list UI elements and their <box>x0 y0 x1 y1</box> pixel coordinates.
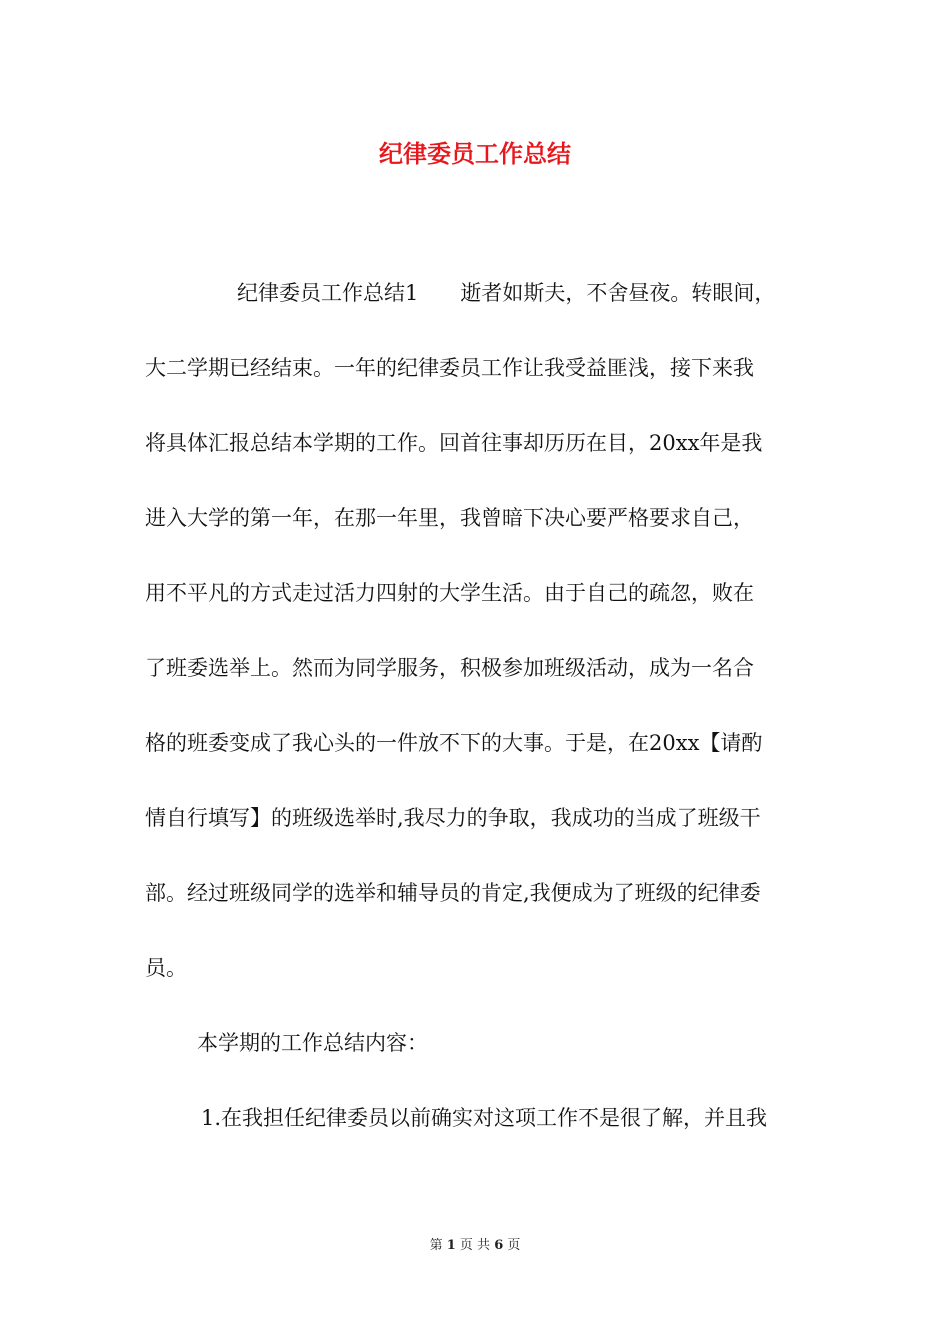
paragraph-line-1: 纪律委员工作总结1 逝者如斯夫，不舍昼夜。转眼间， <box>237 281 776 305</box>
page-footer <box>0 1236 950 1256</box>
footer-suffix: 页 <box>507 1238 521 1253</box>
paragraph-line-7: 格的班委变成了我心头的一件放不下的大事。于是，在20xx【请酌 <box>145 731 763 755</box>
paragraph-line-4: 进入大学的第一年，在那一年里，我曾暗下决心要严格要求自己， <box>145 506 754 530</box>
paragraph-line-6: 了班委选举上。然而为同学服务，积极参加班级活动，成为一名合 <box>145 656 754 680</box>
paragraph-line-5: 用不平凡的方式走过活力四射的大学生活。由于自己的疏忽，败在 <box>145 581 754 605</box>
section-heading: 本学期的工作总结内容： <box>197 1031 428 1055</box>
paragraph-line-8: 情自行填写】的班级选举时,我尽力的争取，我成功的当成了班级干 <box>145 806 761 830</box>
paragraph-line-9: 部。经过班级同学的选举和辅导员的肯定,我便成为了班级的纪律委 <box>145 881 761 905</box>
footer-total-pages: 6 <box>494 1238 504 1253</box>
paragraph-line-2: 大二学期已经结束。一年的纪律委员工作让我受益匪浅，接下来我 <box>145 356 754 380</box>
footer-page-number: 1 <box>446 1238 456 1253</box>
footer-prefix: 第 <box>429 1238 443 1253</box>
paragraph-line-3: 将具体汇报总结本学期的工作。回首往事却历历在目，20xx年是我 <box>145 431 763 455</box>
document-title: 纪律委员工作总结 <box>379 140 571 168</box>
footer-middle: 页 共 <box>459 1238 491 1253</box>
paragraph-line-10: 员。 <box>145 956 187 980</box>
list-item-1: 1.在我担任纪律委员以前确实对这项工作不是很了解，并且我 <box>201 1106 768 1130</box>
